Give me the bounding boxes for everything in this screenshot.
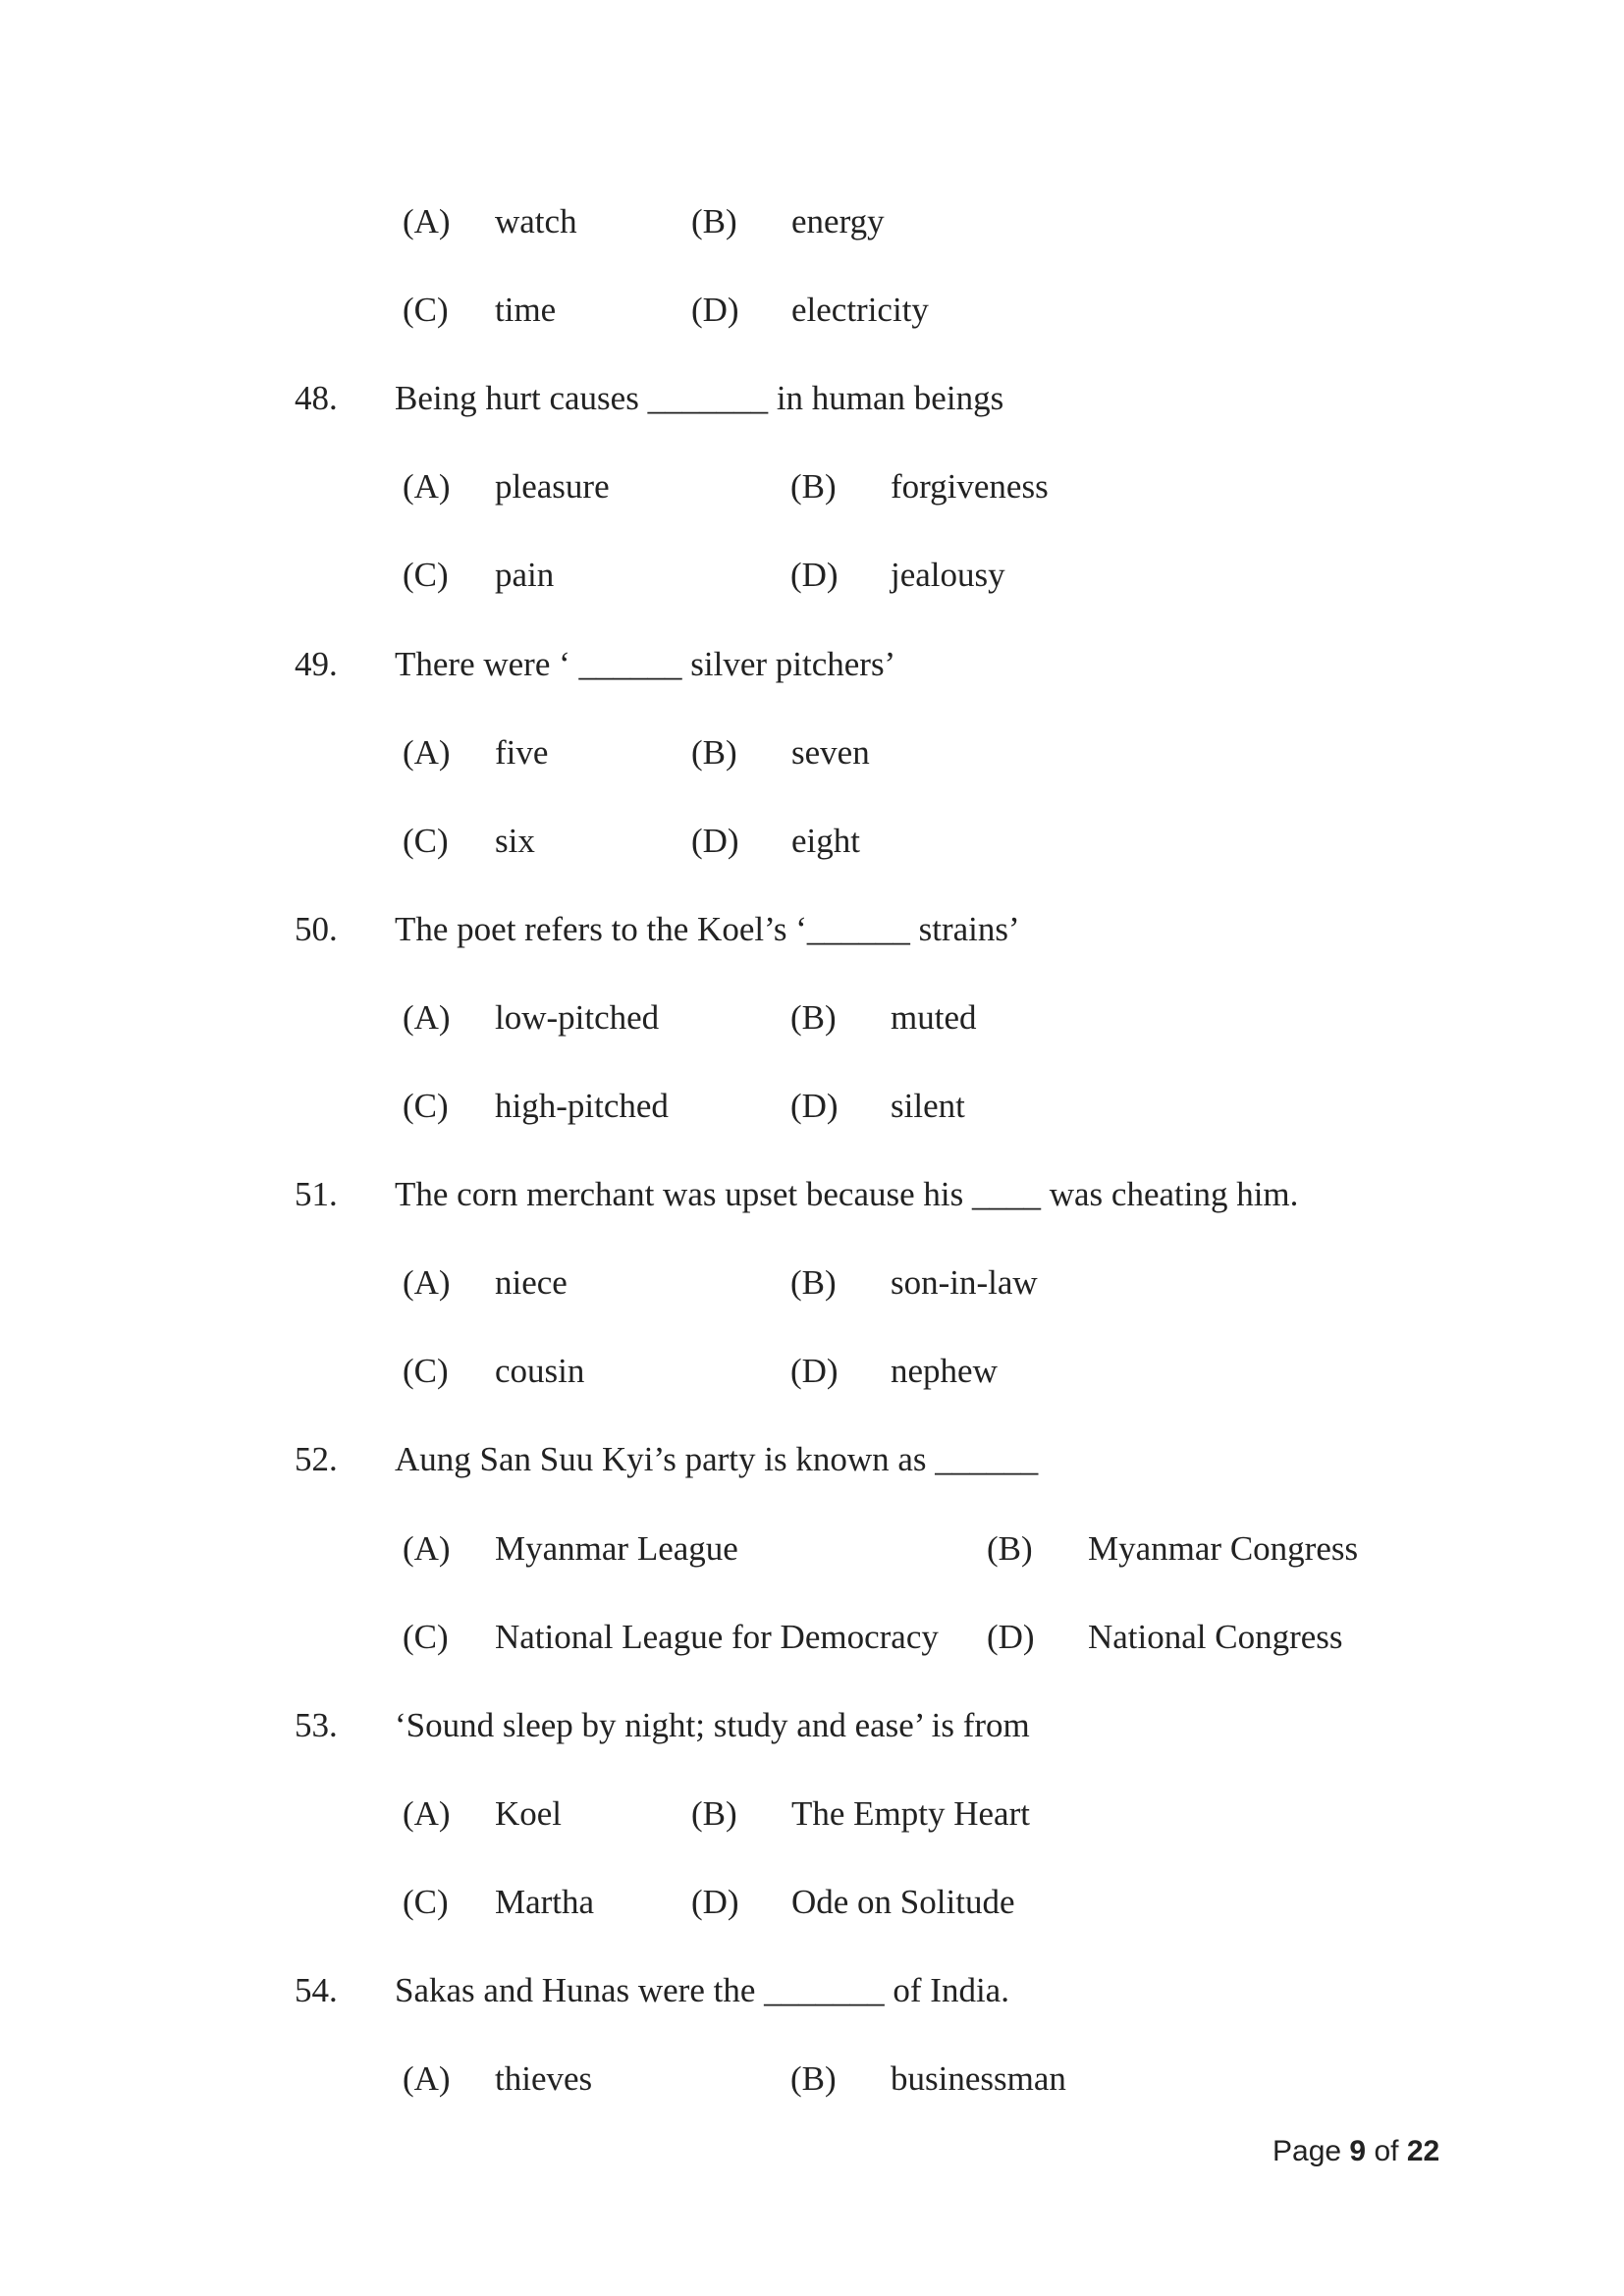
options-row (0, 281, 1624, 340)
question-row (0, 900, 1624, 959)
option-letter: (D) (987, 1617, 1035, 1656)
option-letter: (C) (403, 1352, 449, 1391)
options-row (0, 1520, 1624, 1578)
question-text: There were ‘ ______ silver pitchers’ (395, 644, 896, 683)
option-text: muted (891, 997, 977, 1037)
option-letter: (C) (403, 1882, 449, 1921)
option-letter: (C) (403, 291, 449, 330)
option-text: silent (891, 1087, 965, 1125)
question-number: 50. (295, 909, 338, 948)
options-row (0, 1254, 1624, 1312)
option-letter: (A) (403, 1793, 451, 1833)
question-number: 53. (295, 1705, 338, 1744)
question-text: Sakas and Hunas were the _______ of India. (395, 1971, 1009, 2009)
options-row (0, 1077, 1624, 1136)
options-row (0, 1342, 1624, 1401)
option-text: cousin (495, 1352, 585, 1391)
option-text: seven (791, 732, 870, 772)
options-row (0, 192, 1624, 251)
of-word: of (1374, 2135, 1399, 2167)
option-letter: (C) (403, 1617, 449, 1656)
options-row (0, 1608, 1624, 1667)
option-text: niece (495, 1263, 568, 1303)
total-pages-number: 22 (1406, 2135, 1440, 2167)
option-text: Koel (495, 1793, 563, 1833)
option-text: five (495, 732, 549, 772)
option-text: six (495, 821, 535, 860)
option-letter: (D) (691, 291, 739, 330)
option-text: pain (495, 556, 555, 595)
options-row (0, 546, 1624, 605)
option-text: Martha (495, 1882, 595, 1921)
option-text: jealousy (891, 556, 1005, 595)
options-row (0, 2050, 1624, 2109)
option-text: National League for Democracy (495, 1617, 939, 1656)
option-text: low-pitched (495, 997, 660, 1037)
option-text: The Empty Heart (791, 1793, 1030, 1833)
option-text: thieves (495, 2059, 593, 2099)
option-text: pleasure (495, 467, 610, 507)
page-footer (1272, 2130, 1439, 2173)
option-letter: (A) (403, 467, 451, 507)
option-letter: (D) (790, 1087, 839, 1125)
question-row (0, 1961, 1624, 2020)
current-page-number: 9 (1349, 2135, 1367, 2167)
option-letter: (B) (691, 202, 737, 240)
option-text: Ode on Solitude (791, 1882, 1015, 1921)
option-letter: (A) (403, 997, 451, 1037)
question-row (0, 1165, 1624, 1224)
option-letter: (C) (403, 1087, 449, 1125)
option-text: eight (791, 821, 860, 860)
question-text: Aung San Suu Kyi’s party is known as ______ (395, 1440, 1039, 1479)
option-text: nephew (891, 1352, 998, 1391)
option-text: electricity (791, 291, 929, 330)
question-number: 51. (295, 1175, 338, 1214)
options-row (0, 988, 1624, 1047)
option-letter: (B) (790, 1263, 837, 1303)
option-letter: (C) (403, 821, 449, 860)
option-letter: (C) (403, 556, 449, 595)
option-text: high-pitched (495, 1087, 669, 1125)
question-number: 52. (295, 1440, 338, 1479)
question-row (0, 1696, 1624, 1755)
question-text: ‘Sound sleep by night; study and ease’ is from (395, 1705, 1030, 1744)
options-row (0, 723, 1624, 782)
question-number: 49. (295, 644, 338, 683)
option-text: watch (495, 202, 577, 240)
option-letter: (D) (691, 821, 739, 860)
question-text: Being hurt causes _______ in human beings (395, 379, 1004, 418)
question-row (0, 635, 1624, 694)
option-text: businessman (891, 2059, 1066, 2099)
option-letter: (B) (790, 997, 837, 1037)
option-letter: (D) (790, 1352, 839, 1391)
option-letter: (B) (691, 732, 737, 772)
option-text: Myanmar League (495, 1528, 738, 1568)
option-text: forgiveness (891, 467, 1049, 507)
question-number: 48. (295, 379, 338, 418)
option-letter: (B) (790, 2059, 837, 2099)
options-row (0, 1873, 1624, 1932)
option-letter: (B) (691, 1793, 737, 1833)
option-text: time (495, 291, 557, 330)
option-text: Myanmar Congress (1088, 1528, 1359, 1568)
option-letter: (B) (790, 467, 837, 507)
option-letter: (A) (403, 202, 451, 240)
option-letter: (A) (403, 732, 451, 772)
option-letter: (A) (403, 1528, 451, 1568)
option-letter: (B) (987, 1528, 1033, 1568)
option-letter: (D) (790, 556, 839, 595)
option-text: energy (791, 202, 885, 240)
question-number: 54. (295, 1971, 338, 2009)
option-text: National Congress (1088, 1617, 1343, 1656)
question-row (0, 369, 1624, 428)
options-row (0, 812, 1624, 871)
question-text: The poet refers to the Koel’s ‘______ strains’ (395, 909, 1020, 948)
option-letter: (A) (403, 2059, 451, 2099)
question-row (0, 1430, 1624, 1489)
option-letter: (A) (403, 1263, 451, 1303)
page-word: Page (1272, 2135, 1342, 2167)
option-letter: (D) (691, 1882, 739, 1921)
option-text: son-in-law (891, 1263, 1038, 1303)
options-row (0, 457, 1624, 516)
question-text: The corn merchant was upset because his ____ was cheating him. (395, 1175, 1299, 1214)
options-row (0, 1785, 1624, 1843)
